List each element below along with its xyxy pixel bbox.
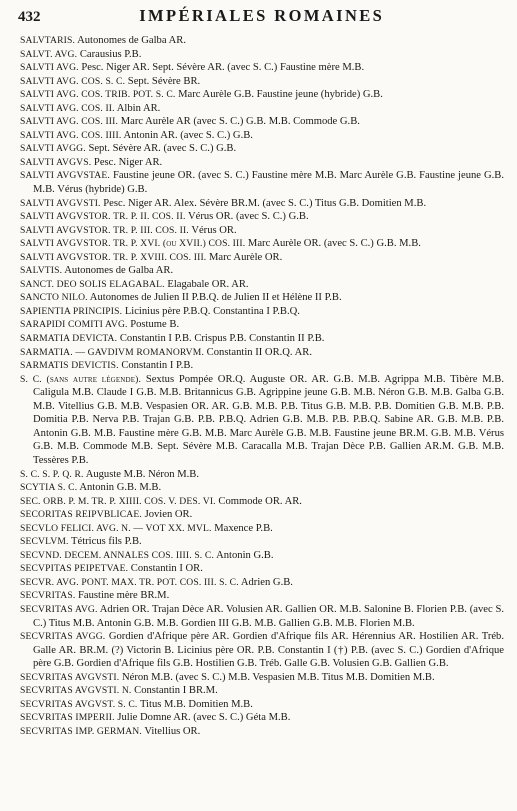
entry: [20, 156, 504, 170]
entry-legend: SECORITAS REIPVBLICAE.: [20, 509, 142, 521]
entry: [20, 75, 504, 89]
entry-text: Constantin I BR.M.: [134, 685, 218, 697]
entry-legend: SECVPITAS PEIPETVAE.: [20, 563, 129, 575]
entry: [20, 508, 504, 522]
entry-legend: SALVTI AVG. COS. II.: [20, 102, 115, 114]
entry: [20, 535, 504, 549]
entry: [20, 291, 504, 305]
entry-text: Titus M.B. Domitien M.B.: [139, 698, 253, 710]
entry: [20, 224, 504, 238]
entry-text: Sept. Sévère BR.: [127, 75, 201, 87]
page-number: 432: [18, 9, 41, 25]
entry-text: Constantin I OR.: [130, 563, 203, 575]
entry-text: Commode OR. AR.: [218, 495, 302, 507]
entry-text: Tétricus fils P.B.: [71, 536, 142, 548]
entry-legend: SECVRITAS AVGG.: [20, 631, 106, 643]
entry-text: Néron M.B. (avec S. C.) M.B. Vespasien M.B. Titus M.B. Domitien M.B.: [121, 671, 435, 683]
entry-text: Licinius père P.B.Q. Constantina I P.B.Q.: [124, 305, 300, 317]
entry: [20, 102, 504, 116]
entry-legend: SANCT. DEO SOLIS ELAGABAL.: [20, 278, 165, 290]
entry: [20, 549, 504, 563]
entry-text: Auguste M.B. Néron M.B.: [85, 468, 199, 480]
entry-legend: SECVLVM.: [20, 536, 69, 548]
entry-text: Antonin AR. (avec S. C.) G.B.: [123, 129, 253, 141]
entry-text: Constantin I P.B. Crispus P.B. Constantin II P.B.: [119, 333, 325, 345]
entry-legend: SARMATIA DEVICTA.: [20, 333, 118, 345]
entry-legend: SALVTI AVG. COS. S. C.: [20, 75, 126, 87]
entry: [20, 251, 504, 265]
entry-text: Julie Domne AR. (avec S. C.) Géta M.B.: [117, 712, 291, 724]
entry-text: Postume B.: [130, 319, 180, 331]
entry-legend: SALVTI AVG. COS. III.: [20, 116, 119, 128]
entry-text: Autonomes de Galba AR.: [64, 265, 174, 277]
entry: [20, 725, 504, 739]
entry: [20, 495, 504, 509]
entry-text: Marc Aurèle OR.: [209, 251, 283, 263]
entry-text: Autonomes de Galba AR.: [77, 35, 186, 46]
entry: [20, 318, 504, 332]
entry-text: Faustine mère BR.M.: [78, 590, 170, 602]
entry: [20, 481, 504, 495]
entry-legend: SALVTI AVGVSTAE.: [20, 170, 110, 182]
entry-text: Adrien OR. Trajan Dèce AR. Volusien AR. Gallien OR. M.B. Salonine B. Florien P.B. (avec S. C.) Titus M.B. Antonin G.B. M.B. Gordien III G.B. M.B. Gallien G.B. M.B. Florien M.B.: [33, 603, 504, 629]
entry-legend: SANCTO NILO.: [20, 292, 88, 304]
entry-legend: SARMATIA. — GAVDIVM ROMANORVM.: [20, 346, 204, 358]
entry: [20, 359, 504, 373]
entry-text: Autonomes de Julien II P.B.Q. de Julien II et Hélène II P.B.: [89, 292, 342, 304]
entry-legend: SALVTI AVGVSTOR. TR. P. III. COS. II.: [20, 224, 189, 236]
entry-text: Vérus OR.: [191, 224, 237, 236]
entry-legend: SALVTI AVGG.: [20, 143, 86, 155]
entry-legend: SECVRITAS AVGVST. S. C.: [20, 698, 138, 710]
entry: [20, 589, 504, 603]
entry-legend: SECVRITAS IMP. GERMAN.: [20, 725, 142, 737]
entry-legend: SALVTI AVG.: [20, 62, 79, 74]
entry: [20, 305, 504, 319]
entry-legend: SAPIENTIA PRINCIPIS.: [20, 305, 123, 317]
entry-legend: SALVTI AVGVSTOR. TR. P. XVIII. COS. III.: [20, 251, 207, 263]
entry: [20, 684, 504, 698]
entry-legend: SECVND. DECEM. ANNALES COS. IIII. S. C.: [20, 549, 215, 561]
entry-text: Sextus Pompée OR.Q. Auguste OR. AR. G.B. M.B. Agrippa M.B. Tibère M.B. Caligula M.B. Claude I G.B. M.B. Britannicus G.B. Agrippine jeune G.B. M.B. Néron G.B. M.B. Galba G.B. M.B. Vitellius G.B. M.B. Vespasien OR. AR. G.B. M.B. P.B. Titus G.B. M.B. P.B. Domitien G.B. M.B. P.B. Domitia P.B. Nerva P.B. Trajan G.B. P.B. P.B.Q. Adrien G.B. M.B. P.B. P.B.Q. Sabine AR. G.B. M.B. P.B. Antonin G.B. M.B. Faustine mère G.B. M.B. Marc Aurèle G.B. M.B. Faustine jeune BR.M. G.B. M.B. Vérus G.B. M.B. Commode M.B. Sept. Sévère M.B. Caracalla M.B. Trajan Dèce P.B. Gallien AR.M. G.B. M.B. Tessères P.B.: [33, 373, 504, 466]
entry: [20, 630, 504, 671]
entry: [20, 562, 504, 576]
entry-legend: SALVTI AVGVSTI.: [20, 197, 101, 209]
entry-text: Carausius P.B.: [79, 48, 142, 60]
entry: [20, 34, 504, 48]
entry-legend: SCYTIA S. C.: [20, 482, 78, 494]
entry-text: Marc Aurèle OR. (avec S. C.) G.B. M.B.: [247, 238, 421, 250]
entry: [20, 468, 504, 482]
entry-legend: SARAPIDI COMITI AVG.: [20, 319, 128, 331]
entry-text: Sept. Sévère AR. (avec S. C.) G.B.: [88, 143, 237, 155]
entry-text: Pesc. Niger AR. Sept. Sévère AR. (avec S. C.) Faustine mère M.B.: [81, 62, 365, 74]
entry-legend: SALVTARIS.: [20, 35, 76, 46]
entry: [20, 237, 504, 251]
entry-text: Pesc. Niger AR.: [93, 156, 163, 168]
entry: [20, 115, 504, 129]
entry-text: Constantin I P.B.: [121, 360, 194, 372]
entry: [20, 48, 504, 62]
entry-legend: SALVTIS.: [20, 265, 63, 277]
entry: [20, 197, 504, 211]
entry-text: Antonin G.B.: [216, 549, 274, 561]
entry-legend: SARMATIS DEVICTIS.: [20, 360, 119, 372]
entry-text: Pesc. Niger AR. Alex. Sévère BR.M. (avec S. C.) Titus G.B. Domitien M.B.: [103, 197, 427, 209]
entry-text: Constantin II OR.Q. AR.: [206, 346, 313, 358]
entry-legend: SALVTI AVG. COS. TRIB. POT. S. C.: [20, 89, 176, 101]
entry: [20, 88, 504, 102]
entry: [20, 346, 504, 360]
entry-text: Vérus OR. (avec S. C.) G.B.: [187, 211, 309, 223]
entry: [20, 373, 504, 468]
entry-text: Maxence P.B.: [214, 522, 273, 534]
entry-list: [20, 34, 504, 738]
entry: [20, 711, 504, 725]
entry-legend: SALVTI AVGVS.: [20, 156, 92, 168]
entry-legend: SECVRITAS AVG.: [20, 603, 98, 615]
entry: [20, 61, 504, 75]
entry: [20, 169, 504, 196]
entry-legend: SEC. ORB. P. M. TR. P. XIIII. COS. V. DES. VI.: [20, 495, 216, 507]
entry: [20, 576, 504, 590]
entry: [20, 142, 504, 156]
entry: [20, 671, 504, 685]
entry-text: Albin AR.: [116, 102, 161, 114]
entry: [20, 332, 504, 346]
entry: [20, 522, 504, 536]
entry: [20, 603, 504, 630]
entry-text: Marc Aurèle G.B. Faustine jeune (hybride) G.B.: [178, 89, 383, 101]
running-title: IMPÉRIALES ROMAINES: [139, 6, 385, 25]
entry-legend: SECVRITAS AVGVSTI. N.: [20, 685, 132, 697]
entry-legend: SECVLO FELICI. AVG. N. — VOT XX. MVL.: [20, 522, 212, 534]
entry-legend: SECVR. AVG. PONT. MAX. TR. POT. COS. III. S. C.: [20, 576, 239, 588]
entry-text: Vitellius OR.: [144, 725, 201, 737]
entry-text: Elagabale OR. AR.: [167, 278, 249, 290]
entry-legend: SECVRITAS IMPERII.: [20, 712, 115, 724]
entry-legend: SALVTI AVG. COS. IIII.: [20, 129, 122, 141]
entry: [20, 210, 504, 224]
entry-text: Antonin G.B. M.B.: [79, 482, 162, 494]
entry-legend: SALVTI AVGVSTOR. TR. P. XVI. (ou XVII.) COS. III.: [20, 238, 246, 250]
entry-text: Marc Aurèle AR (avec S. C.) G.B. M.B. Commode G.B.: [120, 116, 360, 128]
entry: [20, 698, 504, 712]
entry-legend: SALVT. AVG.: [20, 48, 78, 60]
entry: [20, 129, 504, 143]
entry-legend: S. C. S. P. Q. R.: [20, 468, 84, 480]
entry-legend: SECVRITAS.: [20, 590, 76, 602]
page-header: [18, 6, 501, 30]
entry-text: Gordien d'Afrique père AR. Gordien d'Afrique fils AR. Hérennius AR. Hostilien AR. Tréb. Galle AR. BR.M. (?) Victorin B. Licinius père OR. P.B. Constantin I (†) P.B. (avec S. C.) Gordien d'Afrique père G.B. Gordien d'Afrique fils G.B. Hostilien G.B. Tréb. Galle G.B. Volusien G.B. Gallien G.B.: [33, 631, 504, 670]
entry-text: Faustine jeune OR. (avec S. C.) Faustine mère M.B. Marc Aurèle G.B. Faustine jeune G.B. M.B. Vérus (hybride) G.B.: [33, 170, 504, 196]
entry-legend: SECVRITAS AVGVSTI.: [20, 671, 120, 683]
entry-legend: S. C. (sans autre légende).: [20, 373, 142, 385]
entry: [20, 264, 504, 278]
entry-text: Jovien OR.: [144, 509, 193, 521]
entry: [20, 278, 504, 292]
entry-legend: SALVTI AVGVSTOR. TR. P. II. COS. II.: [20, 211, 186, 223]
entry-text: Adrien G.B.: [240, 576, 293, 588]
